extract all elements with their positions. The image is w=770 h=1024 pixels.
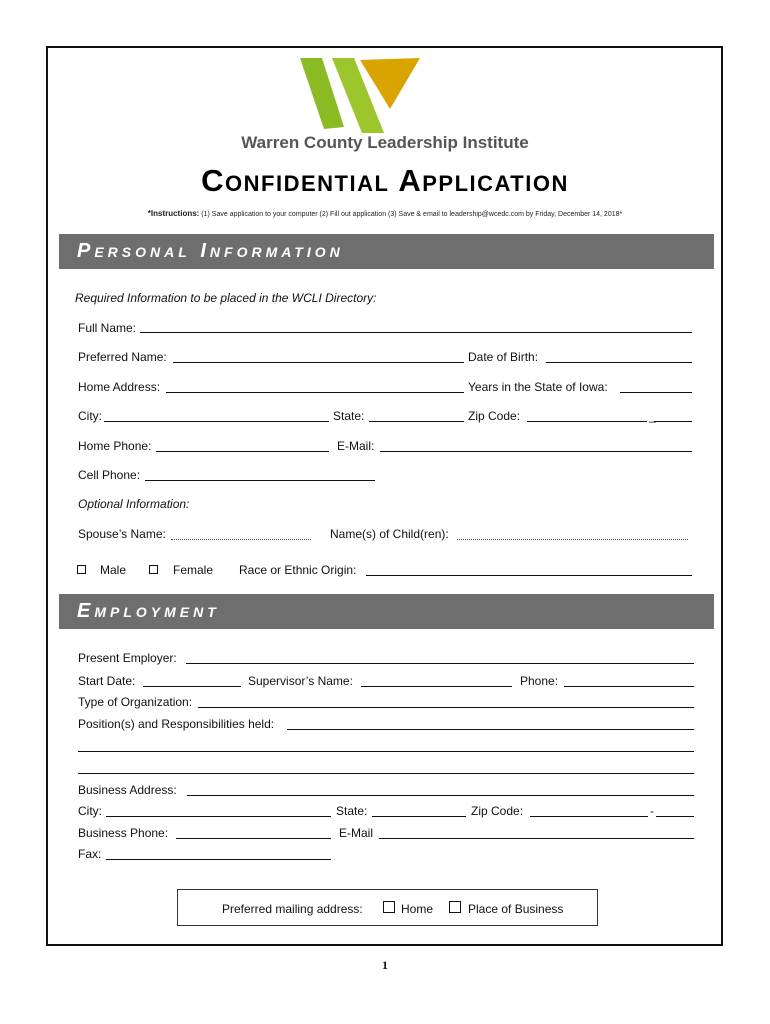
- business-state-label: State:: [336, 804, 368, 818]
- home-phone-label: Home Phone:: [78, 439, 152, 453]
- wcli-logo-icon: [298, 55, 422, 135]
- female-checkbox[interactable]: [149, 565, 158, 574]
- page-number: 1: [382, 958, 388, 972]
- spouse-name-field[interactable]: [171, 539, 311, 540]
- business-email-field[interactable]: [379, 838, 694, 839]
- male-label: Male: [100, 563, 127, 577]
- business-address-label: Business Address:: [78, 783, 177, 797]
- female-label: Female: [173, 563, 214, 577]
- children-names-label: Name(s) of Child(ren):: [330, 527, 449, 541]
- cell-phone-field[interactable]: [145, 480, 375, 481]
- required-note: Required Information to be placed in the WCLI Directory:: [75, 291, 377, 305]
- zip-code-label: Zip Code:: [468, 409, 521, 423]
- supervisor-name-label: Supervisor’s Name:: [248, 674, 353, 688]
- date-of-birth-label: Date of Birth:: [468, 350, 539, 364]
- business-zip-dash: -: [650, 804, 654, 818]
- state-label: State:: [333, 409, 365, 423]
- personal-info-banner: Personal Information: [59, 234, 714, 269]
- email-field[interactable]: [380, 451, 692, 452]
- home-mailing-checkbox[interactable]: [383, 901, 395, 913]
- full-name-label: Full Name:: [78, 321, 137, 335]
- cell-phone-label: Cell Phone:: [78, 468, 141, 482]
- business-city-field[interactable]: [106, 816, 331, 817]
- years-in-iowa-field[interactable]: [620, 392, 692, 393]
- instructions-label: *Instructions:: [147, 209, 200, 218]
- business-mailing-checkbox[interactable]: [449, 901, 461, 913]
- optional-note: Optional Information:: [78, 497, 190, 511]
- positions-field-line-3[interactable]: [78, 773, 694, 774]
- fax-label: Fax:: [78, 847, 102, 861]
- positions-field[interactable]: [287, 729, 694, 730]
- email-label: E-Mail:: [337, 439, 375, 453]
- business-zip-extension-field[interactable]: [656, 816, 694, 817]
- present-employer-field[interactable]: [186, 663, 694, 664]
- present-employer-label: Present Employer:: [78, 651, 177, 665]
- zip-code-field[interactable]: [527, 421, 647, 422]
- business-mailing-label: Place of Business: [468, 902, 564, 916]
- page-title: Confidential Application: [201, 163, 569, 198]
- city-label: City:: [78, 409, 102, 423]
- zip-dash: _: [649, 409, 656, 423]
- spouse-name-label: Spouse’s Name:: [78, 527, 166, 541]
- home-address-field[interactable]: [166, 392, 464, 393]
- employment-banner: Employment: [59, 594, 714, 629]
- home-phone-field[interactable]: [156, 451, 329, 452]
- business-city-label: City:: [78, 804, 102, 818]
- full-name-field[interactable]: [140, 332, 692, 333]
- race-origin-label: Race or Ethnic Origin:: [239, 563, 357, 577]
- preferred-name-field[interactable]: [173, 362, 464, 363]
- start-date-field[interactable]: [143, 686, 241, 687]
- business-address-field[interactable]: [187, 795, 694, 796]
- years-in-iowa-label: Years in the State of Iowa:: [468, 380, 608, 394]
- children-names-field[interactable]: [457, 539, 688, 540]
- phone-label: Phone:: [520, 674, 559, 688]
- zip-extension-field[interactable]: [654, 421, 692, 422]
- mailing-label: Preferred mailing address:: [222, 902, 363, 916]
- instructions: [0, 209, 770, 218]
- positions-label: Position(s) and Responsibilities held:: [78, 717, 275, 731]
- state-field[interactable]: [369, 421, 464, 422]
- organization-name: Warren County Leadership Institute: [241, 133, 529, 152]
- business-email-label: E-Mail: [339, 826, 374, 840]
- fax-field[interactable]: [106, 859, 331, 860]
- start-date-label: Start Date:: [78, 674, 136, 688]
- type-of-org-field[interactable]: [198, 707, 694, 708]
- phone-field[interactable]: [564, 686, 694, 687]
- city-field[interactable]: [104, 421, 329, 422]
- home-address-label: Home Address:: [78, 380, 161, 394]
- male-checkbox[interactable]: [77, 565, 86, 574]
- instructions-text: (1) Save application to your computer (2) Fill out application (3) Save & email to leadership@wcedc.com by Friday, December 14, 2018*: [199, 211, 623, 218]
- positions-field-line-2[interactable]: [78, 751, 694, 752]
- preferred-name-label: Preferred Name:: [78, 350, 167, 364]
- business-phone-label: Business Phone:: [78, 826, 169, 840]
- type-of-org-label: Type of Organization:: [78, 695, 193, 709]
- supervisor-name-field[interactable]: [361, 686, 512, 687]
- business-zip-label: Zip Code:: [471, 804, 524, 818]
- race-origin-field[interactable]: [366, 575, 692, 576]
- business-zip-field[interactable]: [530, 816, 648, 817]
- business-phone-field[interactable]: [176, 838, 331, 839]
- date-of-birth-field[interactable]: [546, 362, 692, 363]
- home-mailing-label: Home: [401, 902, 434, 916]
- business-state-field[interactable]: [372, 816, 466, 817]
